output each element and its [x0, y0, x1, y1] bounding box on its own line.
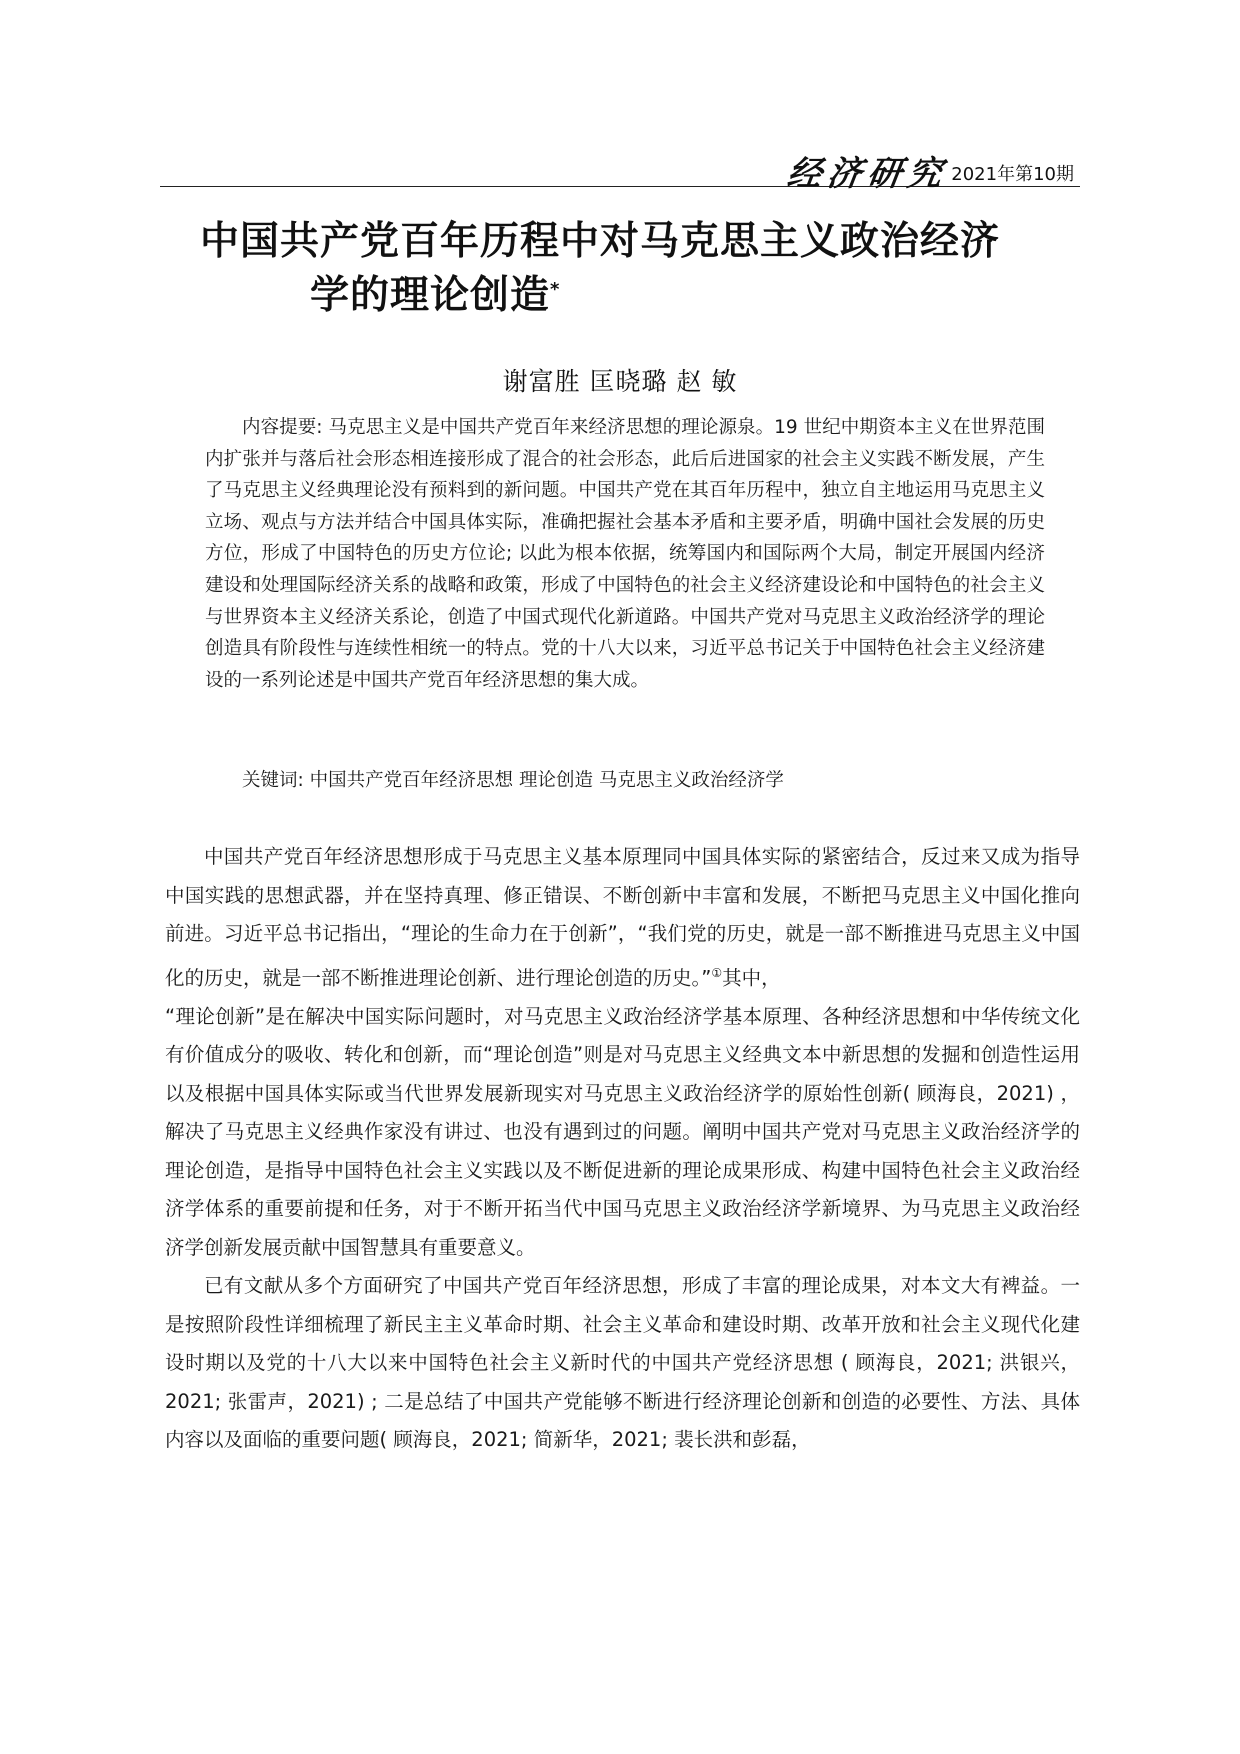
- abstract: [205, 412, 1045, 696]
- running-header: [160, 140, 1080, 194]
- abstract-label: 内容提要:: [242, 417, 323, 438]
- journal-logo: 经济研究: [784, 154, 951, 194]
- p1-tail: 其中，: [722, 966, 781, 989]
- article-title: [200, 215, 1100, 323]
- abstract-text: 马克思主义是中国共产党百年来经济思想的理论源泉。19 世纪中期资本主义在世界范围内扩张并与落后社会形态相连接形成了混合的社会形态，此后后进国家的社会主义实践不断发展，产生了马克思主义经典理论没有预料到的新问题。中国共产党在其百年历程中，独立自主地运用马克思主义立场、观点与方法并结合中国具体实际，准确把握社会基本矛盾和主要矛盾，明确中国社会发展的历史方位，形成了中国特色的历史方位论; 以此为根本依据，统筹国内和国际两个大局，制定开展国内经济建设和处理国际经济关系的战略和政策，形成了中国特色的社会主义经济建设论和中国特色的社会主义与世界资本主义经济关系论，创造了中国式现代化新道路。中国共产党对马克思主义政治经济学的理论创造具有阶段性与连续性相统一的特点。党的十八大以来，习近平总书记关于中国特色社会主义经济建设的一系列论述是中国共产党百年经济思想的集大成。: [205, 417, 1045, 691]
- body-paragraph-1: [165, 838, 1080, 998]
- body-text: [165, 838, 1080, 1460]
- p1-text: 中国共产党百年经济思想形成于马克思主义基本原理同中国具体实际的紧密结合，反过来又成为指导中国实践的思想武器，并在坚持真理、修正错误、不断创新中丰富和发展，不断把马克思主义中国化推向前进。习近平总书记指出，“理论的生命力在于创新”，“我们党的历史，就是一部不断推进马克思主义中国化的历史，就是一部不断推进理论创新、进行理论创造的历史。”: [165, 845, 1080, 989]
- body-paragraph-3: 已有文献从多个方面研究了中国共产党百年经济思想，形成了丰富的理论成果，对本文大有裨益。一是按照阶段性详细梳理了新民主主义革命时期、社会主义革命和建设时期、改革开放和社会主义现代化建设时期以及党的十八大以来中国特色社会主义新时代的中国共产党经济思想 ( 顾海良，2021; 洪银兴，2021; 张雷声，2021) ; 二是总结了中国共产党能够不断进行经济理论创新和创造的必要性、方法、具体内容以及面临的重要问题( 顾海良，2021; 简新华，2021; 裴长洪和彭磊，: [165, 1274, 1080, 1451]
- body-paragraph-2: “理论创新”是在解决中国实际问题时，对马克思主义政治经济学基本原理、各种经济思想和中华传统文化有价值成分的吸收、转化和创新，而“理论创造”则是对马克思主义经典文本中新思想的发掘和创造性运用以及根据中国具体实际或当代世界发展新现实对马克思主义政治经济学的原始性创新( 顾海良，2021) ，解决了马克思主义经典作家没有讲过、也没有遇到过的问题。阐明中国共产党对马克思主义政治经济学的理论创造，是指导中国特色社会主义实践以及不断促进新的理论成果形成、构建中国特色社会主义政治经济学体系的重要前提和任务，对于不断开拓当代中国马克思主义政治经济学新境界、为马克思主义政治经济学创新发展贡献中国智慧具有重要意义。: [165, 1004, 1080, 1259]
- keywords-label: 关键词:: [242, 770, 304, 791]
- title-line-2-text: 学的理论创造: [310, 273, 551, 318]
- title-line-1: 中国共产党百年历程中对马克思主义政治经济: [200, 219, 1001, 264]
- abstract-paragraph: [205, 412, 1045, 696]
- footnote-ref: ①: [711, 965, 723, 980]
- title-line-2: [200, 269, 1100, 323]
- authors: 谢富胜 匡晓璐 赵 敏: [502, 367, 738, 396]
- issue-label: 2021年第10期: [951, 164, 1074, 185]
- title-footnote-mark: *: [550, 279, 561, 300]
- keywords-text: 中国共产党百年经济思想 理论创造 马克思主义政治经济学: [309, 770, 784, 791]
- keywords: [205, 766, 1045, 792]
